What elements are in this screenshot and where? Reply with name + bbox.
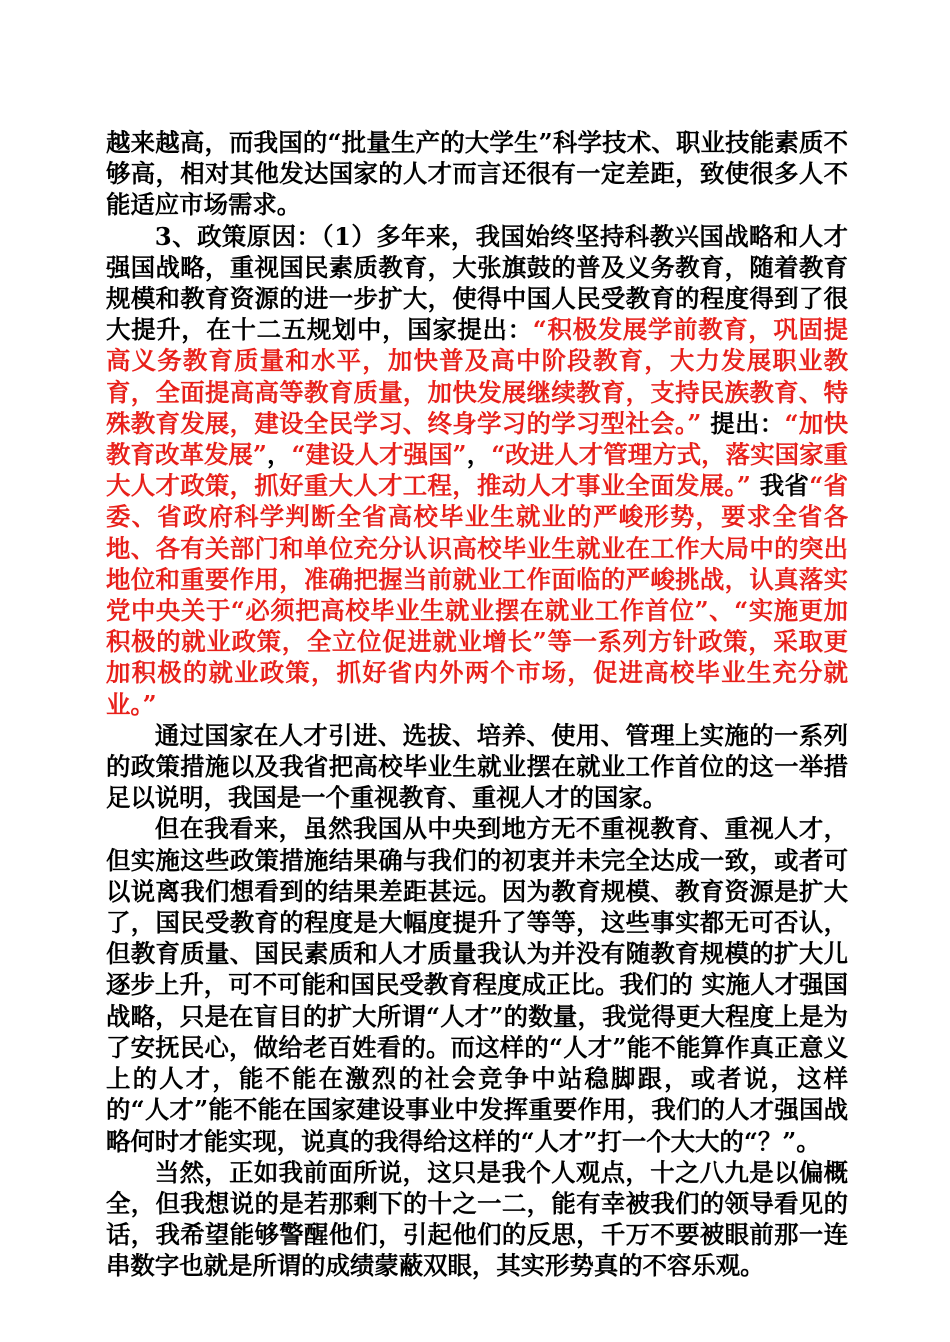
paragraph-text: 3、政策原因：（1）多年来，我国始终坚持科教兴国战略和人才强国战略，重视国民素质教育，大张旗鼓的普及义务教育，随着教育规模和教育资源的进一步扩大，使得中国人民受教育的程度得到了很大提升，在十二五规划中，国家提出：: [106, 221, 848, 345]
document-page: [106, 127, 848, 1282]
paragraph-conclusion: [106, 1157, 848, 1282]
paragraph-policy-reasons: [106, 221, 848, 720]
quote-talent-power: “建设人才强国”: [291, 440, 467, 470]
paragraph-text: 越来越高，而我国的“批量生产的大学生”科学技术、职业技能素质不够高，相对其他发达国家的人才而言还很有一定差距，致使很多人不能适应市场需求。: [106, 128, 848, 220]
paragraph-text: 通过国家在人才引进、选拔、培养、使用、管理上实施的一系列的政策措施以及我省把高校毕业生就业摆在就业工作首位的这一举措足以说明，我国是一个重视教育、重视人才的国家。: [106, 720, 848, 813]
quote-twelfth-five-year-plan: “积极发展学前教育，巩固提高义务教育质量和水平，加快普及高中阶段教育，大力发展职业教育，全面提高高等教育质量，加快发展继续教育，支持民族教育、特殊教育发展，建设全民学习、终身学习的学习型社会。”: [106, 315, 848, 438]
paragraph-text: 当然，正如我前面所说，这只是我个人观点，十之八九是以偏概全，但我想说的是若那剩下的十之一二，能有幸被我们的领导看见的话，我希望能够警醒他们，引起他们的反思，千万不要被眼前那一连串数字也就是所谓的成绩蒙蔽双眼，其实形势真的不容乐观。: [106, 1157, 848, 1281]
paragraph-text: 但在我看来，虽然我国从中央到地方无不重视教育、重视人才，但实施这些政策措施结果确与我们的初衷并未完全达成一致，或者可以说离我们想看到的结果差距甚远。因为教育规模、教育资源是扩大了，国民受教育的程度是大幅度提升了等等，这些事实都无可否认，但教育质量、国民素质和人才质量我认为并没有随教育规模的扩大儿逐步上升，可不可能和国民受教育程度成正比。我们的 实施人才强国战略，只是在盲目的扩大所谓“人才”的数量，我觉得更大程度上是为了安抚民心，做给老百姓看的。而这样的“人才”能不能算作真正意义上的人才，能不能在激烈的社会竞争中站稳脚跟，或者说，这样的“人才”能不能在国家建设事业中发挥重要作用，我们的人才强国战略何时才能实现，说真的我得给这样的“人才”打一个大大的“？”。: [106, 814, 848, 1156]
paragraph-text: 我省: [750, 471, 810, 501]
paragraph-personal-view: [106, 813, 848, 1156]
paragraph-text: ，: [266, 440, 292, 470]
paragraph-continuation: [106, 127, 848, 221]
paragraph-text: ，: [466, 440, 492, 470]
quote-provincial-policy: “省委、省政府科学判断全省高校毕业生就业的严峻形势，要求全省各地、各有关部门和单位充分认识高校毕业生就业在工作大局中的突出地位和重要作用，准确把握当前就业工作面临的严峻挑战，认真落实党中央关于“必须把高校毕业生就业摆在就业工作首位”、“实施更加积极的就业政策，全立位促进就业增长”等一系列方针政策，采取更加积极的就业政策，抓好省内外两个市场，促进高校毕业生充分就业。”: [106, 471, 848, 719]
quote-talent-management: “改进人才管理方式，落实国家重大人才政策，抓好重大人才工程，推动人才事业全面发展。”: [106, 440, 848, 501]
paragraph-text: 提出：: [701, 408, 785, 438]
paragraph-national-measures: [106, 720, 848, 814]
quote-education-reform: “加快教育改革发展”: [106, 408, 848, 470]
